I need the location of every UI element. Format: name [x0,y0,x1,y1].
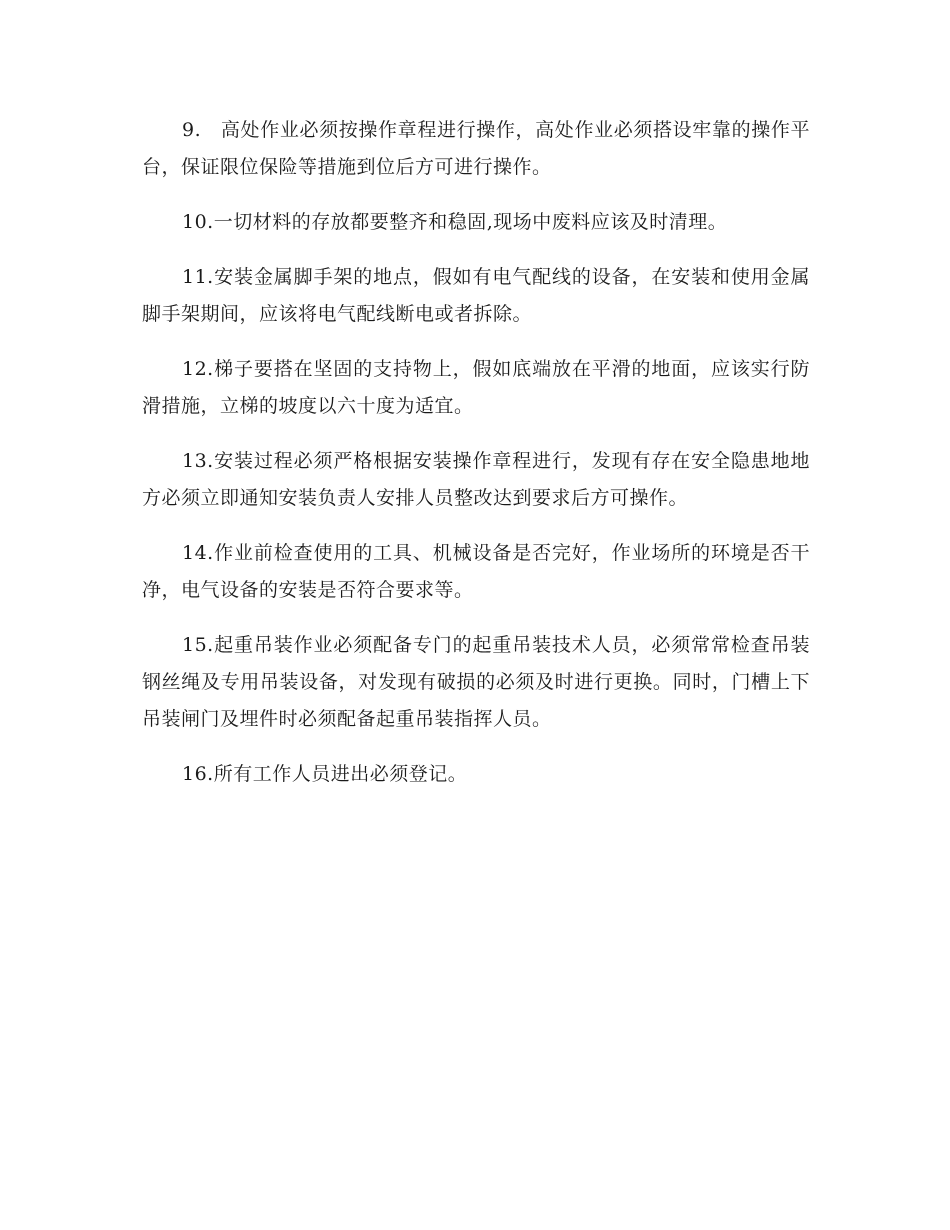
paragraph-item-12: 12.梯子要搭在坚固的支持物上，假如底端放在平滑的地面，应该实行防滑措施，立梯的坡度以六十度为适宜。 [142,358,810,417]
paragraph-item-11: 11.安装金属脚手架的地点，假如有电气配线的设备，在安装和使用金属脚手架期间，应该将电气配线断电或者拆除。 [142,266,810,325]
paragraph-item-10: 10.一切材料的存放都要整齐和稳固,现场中废料应该及时清理。 [182,211,728,233]
document-body [142,112,810,811]
paragraph-item-15: 15.起重吊装作业必须配备专门的起重吊装技术人员，必须常常检查吊装钢丝绳及专用吊装设备，对发现有破损的必须及时进行更换。同时，门槽上下吊装闸门及埋件时必须配备起重吊装指挥人员。 [142,634,810,730]
paragraph-item-13: 13.安装过程必须严格根据安装操作章程进行，发现有存在安全隐患地地方必须立即通知安装负责人安排人员整改达到要求后方可操作。 [142,450,810,509]
paragraph-item-14: 14.作业前检查使用的工具、机械设备是否完好，作业场所的环境是否干净，电气设备的安装是否符合要求等。 [142,542,810,601]
paragraph-item-16: 16.所有工作人员进出必须登记。 [182,763,468,785]
paragraph-item-9: 9. 高处作业必须按操作章程进行操作，高处作业必须搭设牢靠的操作平台，保证限位保险等措施到位后方可进行操作。 [142,119,810,178]
